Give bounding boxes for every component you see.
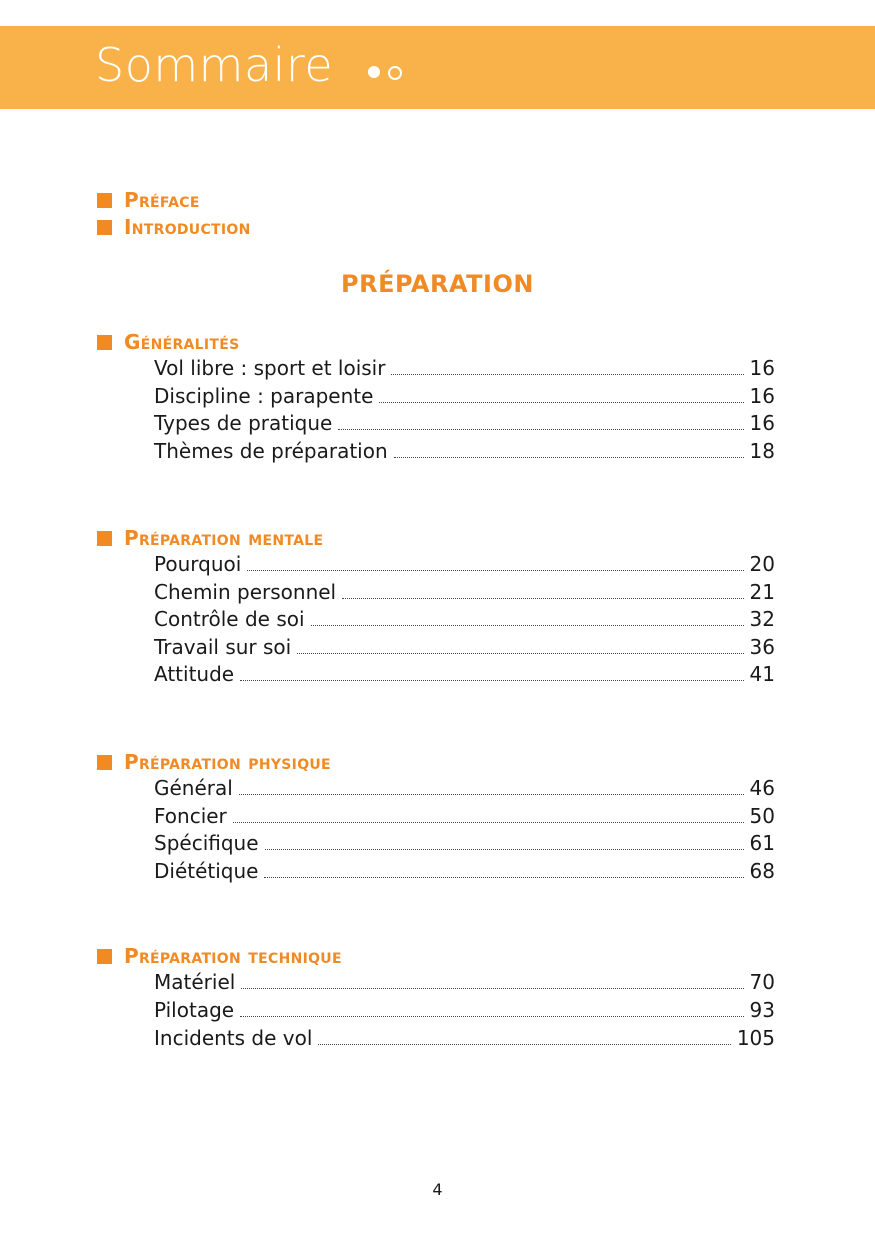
toc-entry-page: 105 (736, 1026, 775, 1050)
dot-leader (241, 987, 743, 989)
toc-entry-label: Travail sur soi (154, 635, 292, 659)
page-number: 4 (432, 1180, 443, 1199)
toc-entry[interactable] (154, 607, 775, 633)
toc-entry[interactable] (154, 776, 775, 802)
decorative-dots (368, 64, 416, 82)
square-bullet-icon (97, 949, 112, 964)
dot-leader (394, 456, 744, 458)
toc-entry-label: Pourquoi (154, 552, 242, 576)
toc-entry[interactable] (154, 439, 775, 465)
toc-entry[interactable] (154, 552, 775, 578)
toc-entry[interactable] (154, 635, 775, 661)
square-bullet-icon (97, 531, 112, 546)
toc-section-label: Préparation technique (124, 944, 342, 968)
toc-section-label: Préparation mentale (124, 526, 324, 550)
part-title: PRÉPARATION (341, 270, 534, 298)
dot-leader (265, 848, 744, 850)
dot-leader (240, 679, 743, 681)
toc-section-preparation-mentale[interactable] (97, 527, 323, 549)
toc-heading-label: Préface (124, 188, 200, 212)
toc-entry-label: Chemin personnel (154, 580, 337, 604)
dot-leader (297, 652, 743, 654)
toc-heading-preface[interactable] (97, 189, 200, 211)
toc-entry-label: Discipline : parapente (154, 384, 374, 408)
toc-entry-page: 36 (749, 635, 775, 659)
toc-heading-label: Introduction (124, 215, 251, 239)
dot-leader (311, 624, 744, 626)
toc-entry[interactable] (154, 384, 775, 410)
toc-entry-page: 32 (749, 607, 775, 631)
toc-entry[interactable] (154, 411, 775, 437)
toc-section-label: Généralités (124, 330, 240, 354)
toc-entry[interactable] (154, 356, 775, 382)
toc-entry-page: 41 (749, 662, 775, 686)
toc-heading-introduction[interactable] (97, 216, 251, 238)
toc-entry[interactable] (154, 970, 775, 996)
dot-leader (264, 876, 743, 878)
square-bullet-icon (97, 755, 112, 770)
toc-entry-page: 16 (749, 356, 775, 380)
toc-entry-page: 16 (749, 411, 775, 435)
toc-entry-page: 21 (749, 580, 775, 604)
toc-entry-page: 68 (749, 859, 775, 883)
toc-entry-label: Thèmes de préparation (154, 439, 388, 463)
dot-leader (240, 1015, 743, 1017)
toc-entry[interactable] (154, 831, 775, 857)
square-bullet-icon (97, 335, 112, 350)
toc-entry-page: 18 (749, 439, 775, 463)
toc-entry-label: Attitude (154, 662, 235, 686)
toc-section-preparation-technique[interactable] (97, 945, 342, 967)
toc-entry[interactable] (154, 859, 775, 885)
dot-leader (338, 428, 743, 430)
toc-entry-label: Incidents de vol (154, 1026, 313, 1050)
toc-entry-page: 50 (749, 804, 775, 828)
toc-entry-label: Types de pratique (154, 411, 333, 435)
toc-entry[interactable] (154, 1026, 775, 1052)
page-title: Sommaire (95, 38, 334, 92)
dot-leader (233, 821, 744, 823)
toc-entry-label: Diététique (154, 859, 259, 883)
hollow-dot-icon (388, 66, 402, 80)
dot-leader (318, 1043, 730, 1045)
toc-entry-label: Contrôle de soi (154, 607, 305, 631)
toc-entry-page: 93 (749, 998, 775, 1022)
toc-section-preparation-physique[interactable] (97, 751, 331, 773)
dot-leader (379, 401, 743, 403)
dot-leader (342, 597, 743, 599)
toc-entry-label: Foncier (154, 804, 227, 828)
toc-entry-page: 16 (749, 384, 775, 408)
toc-entry[interactable] (154, 580, 775, 606)
square-bullet-icon (97, 193, 112, 208)
toc-entry[interactable] (154, 998, 775, 1024)
toc-entry-page: 46 (749, 776, 775, 800)
toc-section-label: Préparation physique (124, 750, 331, 774)
dot-leader (239, 793, 744, 795)
toc-entry-label: Pilotage (154, 998, 235, 1022)
toc-entry-page: 61 (749, 831, 775, 855)
filled-dot-icon (368, 66, 380, 78)
toc-entry-page: 70 (749, 970, 775, 994)
toc-entry[interactable] (154, 662, 775, 688)
toc-entry-page: 20 (749, 552, 775, 576)
toc-entry-label: Matériel (154, 970, 236, 994)
toc-entry-label: Général (154, 776, 233, 800)
toc-entry-label: Vol libre : sport et loisir (154, 356, 386, 380)
dot-leader (391, 373, 743, 375)
square-bullet-icon (97, 220, 112, 235)
toc-entry[interactable] (154, 804, 775, 830)
dot-leader (247, 569, 743, 571)
toc-section-generalites[interactable] (97, 331, 240, 353)
toc-entry-label: Spécifique (154, 831, 259, 855)
